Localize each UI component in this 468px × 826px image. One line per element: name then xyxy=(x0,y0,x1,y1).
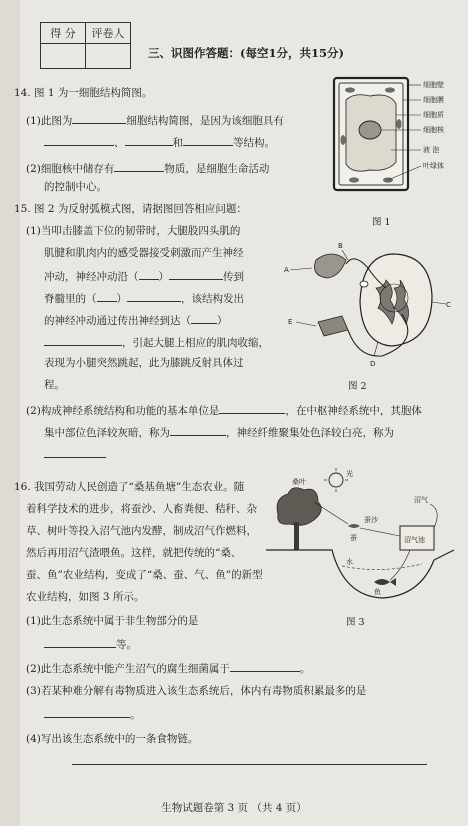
q15-part2-line3 xyxy=(44,446,106,462)
figure-2-caption: 图 2 xyxy=(348,381,367,392)
chloroplast-shape xyxy=(345,87,355,92)
q16-line5: 蚕、鱼”农业结构，变成了“桑、蚕、气、鱼”的新型 xyxy=(26,569,263,581)
label-mulberry-leaf: 桑叶 xyxy=(292,478,306,486)
q16-part2-text: (2)此生态系统中能产生沼气的腐生细菌属于 xyxy=(26,663,230,675)
receptor-shape xyxy=(315,254,347,278)
q16-part1-line2 xyxy=(44,636,137,652)
q16-line3: 草、树叶等投入沼气池内发酵，制成沼气作燃料， xyxy=(26,525,257,537)
q16-line2: 着科学技术的进步，将蚕沙、人畜粪便、秸秆、杂 xyxy=(26,503,257,515)
q14-blank-structure-1[interactable] xyxy=(44,134,114,146)
q14-part2-line2: 的控制中心。 xyxy=(44,181,107,193)
q16-part3-end: 。 xyxy=(130,709,141,721)
q16-blank-toxin-organism[interactable] xyxy=(44,706,130,718)
grader-cell[interactable] xyxy=(86,44,131,69)
q14-part2-line1 xyxy=(26,160,269,176)
q15-stem: 15. 图 2 为反射弧模式图，请据图回答相应问题： xyxy=(14,203,247,215)
label-silkworm-waste: 蚕沙 xyxy=(364,516,378,524)
nucleus-shape xyxy=(359,121,381,139)
letter-B: B xyxy=(338,242,343,250)
ganglion-shape xyxy=(360,281,368,287)
q16-part1-text-b: 等。 xyxy=(116,639,137,651)
q15-line7: 表现为小腿突然跳起，此为膝跳反射具体过 xyxy=(44,357,244,369)
q15-blank-white-matter[interactable] xyxy=(44,446,106,458)
fish-shape xyxy=(374,578,396,586)
figure-1-cell-diagram xyxy=(326,70,458,220)
letter-C: C xyxy=(446,301,451,309)
sun-shape xyxy=(329,473,343,487)
q14-p2-text-b: 物质，是细胞生命活动 xyxy=(164,163,270,175)
q15-part2-line1 xyxy=(26,402,422,418)
q15-blank-letter-3[interactable] xyxy=(191,312,217,324)
q15-blank-letter-2[interactable] xyxy=(97,290,117,302)
q16-line1: 16. 我国劳动人民创造了“桑基鱼塘”生态农业。随 xyxy=(14,481,245,493)
q15-line4-text-b: ） xyxy=(116,293,127,305)
q14-part1-line2 xyxy=(44,134,275,150)
q14-p2-text-a: (2)细胞核中储存有 xyxy=(26,163,115,175)
letter-A: A xyxy=(284,266,289,274)
q15-part2-text-d: ，神经纤维聚集处色泽较白亮，称为 xyxy=(226,427,394,439)
score-table xyxy=(40,22,131,69)
q15-line8: 程。 xyxy=(44,379,65,391)
label-fish: 鱼 xyxy=(374,588,381,596)
q15-line2: 肌腱和肌肉内的感受器接受刺激而产生神经 xyxy=(44,247,244,259)
label-biogas-tank: 沼气池 xyxy=(404,536,425,544)
q14-blank-cell-type[interactable] xyxy=(72,112,126,124)
figure-1-caption: 图 1 xyxy=(372,217,391,228)
flow-arrow-3 xyxy=(390,550,410,580)
q16-part2-line xyxy=(26,660,310,676)
q14-p1-text-c: 、 xyxy=(114,137,125,149)
page-footer: 生物试题卷第 3 页 （共 4 页） xyxy=(161,802,307,814)
q16-blank-abiotic[interactable] xyxy=(44,636,116,648)
q16-part1-line1: (1)此生态系统中属于非生物部分的是 xyxy=(26,615,199,627)
label-cell-wall: 细胞壁 xyxy=(423,81,444,89)
letter-D: D xyxy=(370,360,376,368)
q15-line6 xyxy=(44,334,269,350)
q15-part2-text-c: 集中部位色泽较灰暗，称为 xyxy=(44,427,170,439)
q15-line4-text-a: 脊髓里的（ xyxy=(44,293,97,305)
effector-muscle-shape xyxy=(318,316,348,336)
q15-line5 xyxy=(44,312,228,328)
label-nucleus: 细胞核 xyxy=(423,126,444,134)
label-silkworm: 蚕 xyxy=(350,534,357,542)
label-chloroplast: 叶绿体 xyxy=(423,162,444,170)
label-vacuole: 液 泡 xyxy=(423,146,440,154)
q16-line6: 农业结构，如图 3 所示。 xyxy=(26,591,145,603)
q14-p1-text-b: 细胞结构简图，是因为该细胞具有 xyxy=(126,115,284,127)
q14-p1-text-d: 和 xyxy=(172,137,183,149)
spinal-cord-shape xyxy=(360,254,432,346)
q15-blank-afferent[interactable] xyxy=(169,268,223,280)
q15-line4-text-c: ，该结构发出 xyxy=(181,293,244,305)
label-cytoplasm: 细胞质 xyxy=(423,111,444,119)
q16-blank-decomposer[interactable] xyxy=(230,660,300,672)
chloroplast-shape xyxy=(349,177,359,182)
label-biogas: 沼气 xyxy=(414,496,428,504)
q15-line3-text-b: ） xyxy=(158,271,169,283)
q16-food-chain-answer-line[interactable] xyxy=(72,764,427,765)
chloroplast-shape xyxy=(385,87,395,92)
q15-blank-gray-matter[interactable] xyxy=(170,424,226,436)
q15-blank-center[interactable] xyxy=(127,290,181,302)
flow-arrow-2 xyxy=(360,528,400,536)
q15-line3-text-a: 冲动，神经冲动沿（ xyxy=(44,271,139,283)
mulberry-tree-crown xyxy=(277,488,321,526)
q14-stem: 14. 图 1 为一细胞结构简图。 xyxy=(14,87,153,99)
label-water: 水 xyxy=(346,558,353,566)
q14-blank-structure-3[interactable] xyxy=(183,134,233,146)
water-surface xyxy=(342,564,422,570)
section-title: 三、识图作答题：(每空1分，共15分) xyxy=(148,46,344,60)
grader-header: 评卷人 xyxy=(86,23,131,44)
label-cell-membrane: 细胞膜 xyxy=(423,96,444,104)
q16-part3-line2 xyxy=(44,706,141,722)
q16-part2-end: 。 xyxy=(299,663,311,675)
label-light: 光 xyxy=(346,470,353,478)
q15-line3-text-c: 传到 xyxy=(223,271,244,283)
flow-arrow-4 xyxy=(430,504,437,528)
q15-line4 xyxy=(44,290,244,306)
q15-line3 xyxy=(44,268,244,284)
q15-line1: (1)当叩击膝盖下位的韧带时，大腿股四头肌的 xyxy=(26,225,241,237)
q14-part1-line1 xyxy=(26,112,284,128)
figure-3-caption: 图 3 xyxy=(346,617,365,628)
binding-margin xyxy=(0,0,20,826)
q14-p1-text-a: (1)此图为 xyxy=(26,115,73,127)
pond-shape xyxy=(266,550,454,598)
q15-blank-effector[interactable] xyxy=(44,334,122,346)
q15-part2-text-a: (2)构成神经系统结构和功能的基本单位是 xyxy=(26,405,220,417)
letter-E: E xyxy=(288,318,293,326)
q15-line5-text-a: 的神经冲动通过传出神经到达（ xyxy=(44,315,191,327)
score-header: 得 分 xyxy=(41,23,86,44)
q14-p1-text-e: 等结构。 xyxy=(233,137,275,149)
score-cell[interactable] xyxy=(41,44,86,69)
q16-part3-line1: (3)若某种难分解有毒物质进入该生态系统后，体内有毒物质积累最多的是 xyxy=(26,685,367,697)
mulberry-tree-trunk xyxy=(294,522,299,550)
q14-blank-genetic[interactable] xyxy=(114,160,164,172)
q15-blank-letter-1[interactable] xyxy=(139,268,159,280)
chloroplast-shape xyxy=(396,119,401,129)
q15-part2-text-b: ，在中枢神经系统中，其胞体 xyxy=(285,405,422,417)
q15-line6-text: ，引起大腿上相应的肌肉收缩， xyxy=(122,337,269,349)
figure-2-reflex-arc xyxy=(282,238,458,378)
chloroplast-shape xyxy=(340,135,345,145)
q15-part2-line2 xyxy=(44,424,394,440)
figure-3-ecosystem xyxy=(262,466,458,614)
q15-line5-text-b: ） xyxy=(217,315,228,327)
q15-blank-neuron[interactable] xyxy=(219,402,285,414)
q16-part4-line: (4)写出该生态系统中的一条食物链。 xyxy=(26,733,199,745)
silkworm-shape xyxy=(348,524,360,528)
q14-blank-structure-2[interactable] xyxy=(125,134,173,146)
q16-line4: 然后再用沼气渣喂鱼。这样，就把传统的“桑、 xyxy=(26,547,242,559)
